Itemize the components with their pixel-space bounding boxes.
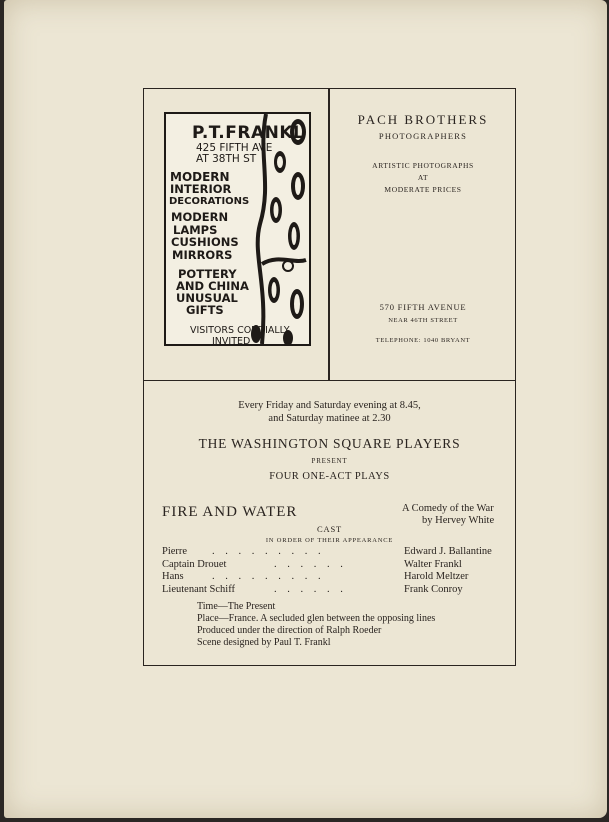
pach-subtitle: PHOTOGRAPHERS xyxy=(378,131,468,141)
cast-role: Captain Drouet xyxy=(162,559,227,570)
cast-actor: Harold Meltzer xyxy=(404,571,469,582)
leader-dots: . . . . . . . . . xyxy=(212,571,325,582)
company-name: THE WASHINGTON SQUARE PLAYERS xyxy=(198,436,461,451)
time-note: Time—The Present xyxy=(197,601,276,612)
frankl-ad-line: MIRRORS xyxy=(172,248,233,262)
place-note: Place—France. A secluded glen between the opposing lines xyxy=(197,613,436,624)
leader-dots: . . . . . . xyxy=(274,559,347,570)
frankl-ad-line: POTTERY xyxy=(178,267,237,281)
frankl-footer-line-2: INVITED xyxy=(212,336,251,346)
play-title: FIRE AND WATER xyxy=(162,504,298,520)
cast-actor: Walter Frankl xyxy=(404,559,462,570)
pach-address: 570 FIFTH AVENUE xyxy=(379,302,467,312)
frankl-ad-line: AND CHINA xyxy=(176,279,249,293)
frankl-address-line-2: AT 38TH ST xyxy=(196,153,257,165)
play-genre: A Comedy of the War xyxy=(402,503,494,514)
present-label: PRESENT xyxy=(311,457,348,465)
cast-row xyxy=(162,546,502,560)
frankl-ad-line: INTERIOR xyxy=(170,182,232,196)
frankl-footer-line-1: VISITORS CORDIALLY xyxy=(190,325,290,336)
frankl-ad-line: DECORATIONS xyxy=(169,196,250,207)
cast-actor: Frank Conroy xyxy=(404,584,463,595)
cast-row xyxy=(162,571,502,585)
cast-order-note: IN ORDER OF THEIR APPEARANCE xyxy=(265,537,394,544)
cast-row xyxy=(162,584,502,598)
pach-tagline-3: MODERATE PRICES xyxy=(384,185,462,194)
cast-role: Hans xyxy=(162,571,184,582)
pach-address-note: NEAR 46TH STREET xyxy=(388,317,458,324)
cast-heading: CAST xyxy=(317,524,342,534)
frankl-ad-line: MODERN xyxy=(171,210,229,224)
frankl-advertisement xyxy=(164,112,311,346)
pach-telephone: TELEPHONE: 1040 BRYANT xyxy=(375,337,471,344)
cast-role: Lieutenant Schiff xyxy=(162,584,235,595)
cast-actor: Edward J. Ballantine xyxy=(404,546,492,557)
pach-tagline-1: ARTISTIC PHOTOGRAPHS xyxy=(372,161,474,170)
leader-dots: . . . . . . xyxy=(274,584,347,595)
direction-note: Produced under the direction of Ralph Roeder xyxy=(197,625,382,636)
cast-role: Pierre xyxy=(162,546,188,557)
scene-note: Scene designed by Paul T. Frankl xyxy=(197,637,331,648)
pach-tagline-2: AT xyxy=(417,173,429,182)
pach-name: PACH BROTHERS xyxy=(357,112,489,127)
bill-label: FOUR ONE-ACT PLAYS xyxy=(269,471,390,482)
frankl-address-line-1: 425 FIFTH AVE xyxy=(196,142,273,154)
frankl-ad-line: MODERN xyxy=(170,170,230,184)
frankl-ad-line: CUSHIONS xyxy=(171,235,239,249)
schedule-line-1: Every Friday and Saturday evening at 8.45, xyxy=(238,400,421,411)
leader-dots: . . . . . . . . . xyxy=(212,546,325,557)
play-author: by Hervey White xyxy=(422,515,495,526)
frankl-name: P.T.FRANKL xyxy=(192,123,305,143)
frankl-ad-line: UNUSUAL xyxy=(176,291,238,305)
frankl-ad-line: LAMPS xyxy=(173,223,218,237)
schedule-line-2: and Saturday matinee at 2.30 xyxy=(268,413,391,424)
frankl-ad-line: GIFTS xyxy=(186,303,224,317)
